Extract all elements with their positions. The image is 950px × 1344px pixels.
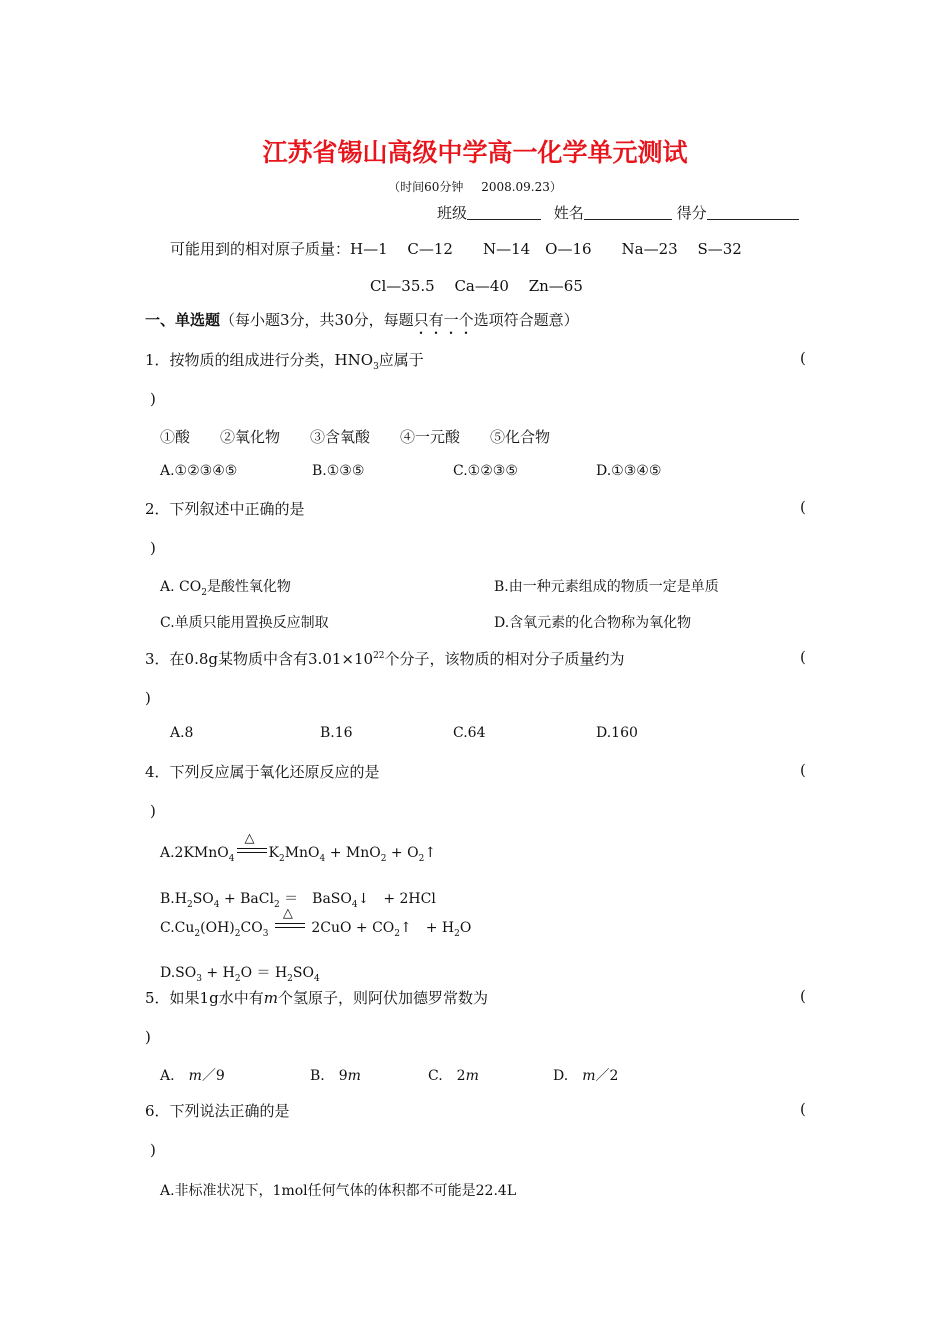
score-field[interactable] [707, 204, 799, 220]
question-6-option-a[interactable]: A.非标准状况下，1mol任何气体的体积都不可能是22.4L [160, 1183, 517, 1199]
question-2-option-a[interactable]: A. $CO_2$是酸性氧化物 [160, 579, 291, 598]
question-2-option-b[interactable]: B.由一种元素组成的物质一定是单质 [494, 579, 719, 595]
question-1-option-a[interactable]: A.①②③④⑤ [160, 463, 238, 479]
answer-paren-open: ( [800, 1100, 806, 1118]
question-1-option-d[interactable]: D.①③④⑤ [596, 463, 662, 479]
question-1-option-b[interactable]: B.①③⑤ [312, 463, 365, 479]
question-4-option-a[interactable]: A.2KMnO$_4$ △ $K_2MnO_4 + MnO_2$ + $O_2↑$ [160, 831, 437, 864]
answer-paren-close: ) [150, 802, 156, 820]
section-1-heading: 一、单选题（每小题3分，共30分，每题只有一个选项符合题意） [145, 311, 579, 329]
answer-paren-open: ( [800, 761, 806, 779]
student-info-fields: 班级 姓名 得分 [437, 202, 799, 223]
question-5-option-d[interactable]: D. m／2 [553, 1068, 619, 1084]
answer-paren-close: ) [145, 1028, 151, 1046]
class-field[interactable] [467, 204, 541, 220]
question-1-items: ①酸 ②氧化物 ③含氧酸 ④一元酸 ⑤化合物 [160, 428, 551, 446]
answer-paren-close: ) [150, 1141, 156, 1159]
question-3-stem: 3．在0.8g某物质中含有$3.01\times 10^{22}$个分子，该物质的相对分子质量约为 [145, 650, 625, 668]
question-3-option-a[interactable]: A.8 [170, 725, 194, 741]
atomic-mass-line-2: Cl—35.5 Ca—40 Zn—65 [370, 277, 583, 295]
question-4-option-d[interactable]: $D.SO_3 + H_2O = H_2SO_4$ [160, 965, 320, 984]
name-field[interactable] [584, 204, 672, 220]
answer-paren-open: ( [800, 987, 806, 1005]
heat-equals-sign: △ [275, 918, 305, 934]
question-4-option-c[interactable]: $C.Cu_2(OH)_2CO_3$ △ $2CuO + CO_2↑$ + $H_2O$ [160, 906, 472, 939]
question-3-option-d[interactable]: D.160 [596, 725, 638, 741]
answer-paren-close: ) [150, 539, 156, 557]
question-5-option-b[interactable]: B. 9m [310, 1068, 361, 1084]
question-2-stem: 2．下列叙述中正确的是 [145, 500, 305, 518]
question-5-option-a[interactable]: A. m／9 [160, 1068, 225, 1084]
question-2-option-c[interactable]: C.单质只能用置换反应制取 [160, 615, 329, 631]
answer-paren-open: ( [800, 349, 806, 367]
heat-equals-sign: △ [237, 843, 267, 859]
exam-time-date: （时间60分钟 2008.09.23） [388, 180, 562, 194]
question-5-stem: 5．如果1g水中有m个氢原子，则阿伏加德罗常数为 [145, 989, 488, 1007]
question-3-option-b[interactable]: B.16 [320, 725, 353, 741]
question-2-option-d[interactable]: D.含氧元素的化合物称为氧化物 [494, 615, 692, 631]
question-6-stem: 6．下列说法正确的是 [145, 1102, 290, 1120]
question-1-option-c[interactable]: C.①②③⑤ [453, 463, 518, 479]
question-5-option-c[interactable]: C. 2m [428, 1068, 479, 1084]
question-1-stem: 1．按物质的组成进行分类，$HNO_3$应属于 [145, 351, 424, 372]
answer-paren-open: ( [800, 648, 806, 666]
answer-paren-close: ) [145, 689, 151, 707]
question-3-option-c[interactable]: C.64 [453, 725, 486, 741]
question-4-option-b[interactable]: $B.H_2SO_4$ + BaCl$_2$ ＝ BaSO$_4$↓ + 2HCl [160, 891, 436, 910]
atomic-mass-line-1: 可能用到的相对原子质量：H—1 C—12 N—14 O—16 Na—23 S—32 [170, 240, 742, 258]
question-4-stem: 4．下列反应属于氧化还原反应的是 [145, 763, 380, 781]
answer-paren-close: ) [150, 390, 156, 408]
answer-paren-open: ( [800, 498, 806, 516]
page-title: 江苏省锡山高级中学高一化学单元测试 [262, 138, 688, 167]
